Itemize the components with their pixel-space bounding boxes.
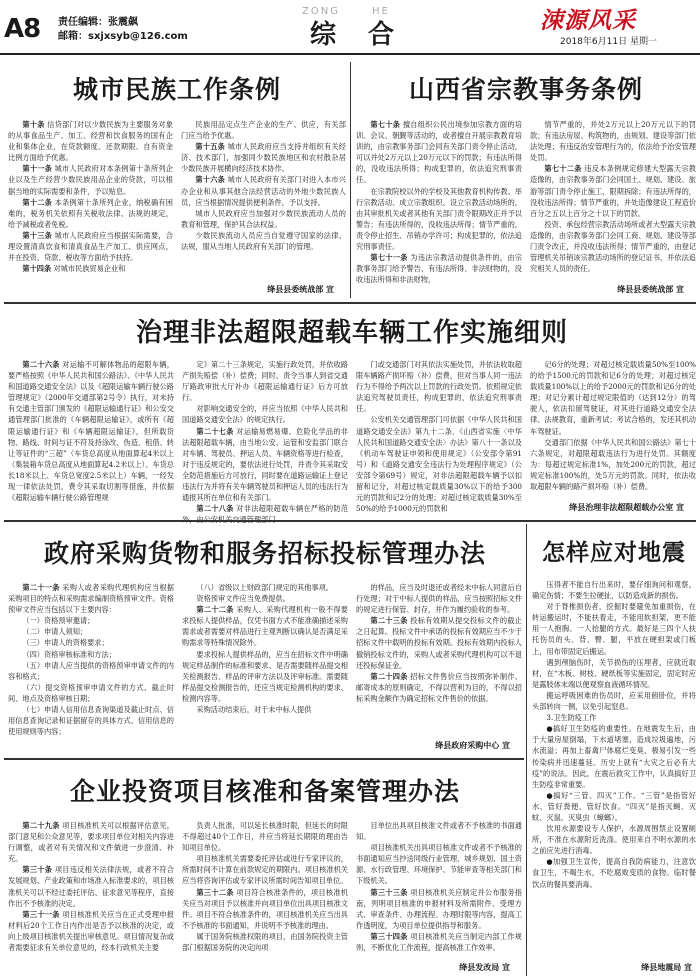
- section-pinyin-right: HE: [372, 6, 390, 17]
- paragraph: 第二十九条 项目核准机关可以根据评估意见，部门意见和公众意见等，要求项目单位对相关内容进行调整，或者对有关情况和文件做进一步澄清、补充。: [8, 821, 174, 864]
- page-number: A8: [4, 14, 41, 44]
- paragraph: 的样品，应当及时退还或者经未中标人同意后自行处理；对于中标人提供的样品，应当按照招标文件的规定进行保管、封存，并作为履约验收的参考。: [356, 583, 522, 615]
- paragraph: 要求投标人提供样品的，应当在招标文件中明确规定样品制作的标准和要求、是否需要随样品提交相关检测报告、样品的评审方法以及评审标准。需要随样品提交检测报告的，还应当规定检测机构的要求、检测内容等。: [182, 649, 348, 703]
- paragraph: 交通部门依据《中华人民共和国公路法》第七十六条规定，对超限超载违法行为进行处罚。其额度为：每超过规定标准1%，加处200元的罚款，超过规定标准100%的，处5万元的罚款。同时，依法收取超限车辆的路产损坏赔（补）偿费。: [530, 437, 696, 492]
- article-headline: 企业投资项目核准和备案管理办法: [69, 777, 460, 806]
- paragraph: 少数民族流动人员应当自觉遵守国家的法律、法规，服从当地人民政府有关部门的管理。: [181, 230, 346, 252]
- paragraph: ●搞好卫生防疫的重要性。在地震发生后，由于大量房屋倒塌，下水道堵塞，造成垃圾遍地，污水流溢；再加上畜禽尸体腐烂变臭，极易引发一些传染病并迅速蔓延。历史上就有“大灾之后必有大疫”的说法。因此，在震后救灾工作中，认真搞好卫生防疫非常重要。: [532, 724, 696, 789]
- article-headline: 城市民族工作条例: [72, 75, 281, 104]
- paragraph: 民族用品定点生产企业的生产、供应，有关部门应当给予优惠。: [181, 120, 346, 141]
- paragraph: 定》第二十三条规定，实施行政处罚，并依收路产损失赔偿（补）偿费；同时，责令当事人到省交通厅路政审批大厅补办《超限运输通行证》后方可放行。: [182, 360, 348, 403]
- article-column: [356, 820, 522, 980]
- article-column: [182, 359, 348, 525]
- article-column: [530, 119, 696, 301]
- paragraph: 第三十一条 项目核准机关应当在正式受理申报材料后20个工作日内作出是否予以核准的决定，或向上级项目核准机关提出审核意见。项目情况复杂或者需要征求有关单位意见的，经本行政机关主要: [8, 909, 174, 953]
- paragraph: 第七十二条 违反本条例规定修建大型露天宗教造像的，由宗教事务部门会同国土、规划、建设、旅游等部门责令停止施工，限期拆除；有违法所得的，没收违法所得；情节严重的，并处造像建设工程造价百分之五以上百分之十以下的罚款。: [530, 164, 696, 218]
- paragraph: 第七十条 擅自组织公民出境参加宗教方面的培训、会议、朝觐等活动的，或者擅自开展宗教教育培训的，由宗教事务部门会同有关部门责令停止活动，可以并处2万元以上20万元以下的罚款；有违法所得的，没收违法所得；构成犯罪的，依法追究刑事责任。: [356, 120, 522, 185]
- article-source: 绛县地震局 宣: [641, 963, 692, 972]
- paragraph: 饮用水源要设专人保护，水源周围禁止设置厕所，不准在水源附近洗涤。使用来自不明水源的水之前应先进行消毒。: [532, 824, 696, 856]
- article-column: [356, 119, 522, 301]
- paragraph: 第十六条 城市人民政府有关部门对进入本市兴办企业和从事其他合法经营活动的外地少数民族人员，应当根据情况提供便利条件，予以支持。: [181, 175, 346, 207]
- paragraph: 属于国务院核准权限的项目，由国务院投资主管部门根据国务院的决定向项: [182, 931, 348, 953]
- paragraph: 第二十七条 对运输易燃易爆、危险化学品的非法超限超载车辆，由当地公安、运管和安监部门联合对车辆、驾驶员、押运人员、车辆资格等进行检查，对于违反规定的，要依法进行处罚，并责令其采取安全防范措施后方可放行，同时要在道路运输证上登记违法行为并将有关车辆驾驶员和押运人员的违法行为通报其所在单位和有关部门。: [182, 426, 348, 503]
- paragraph: 公安机关交通管理部门可依据《中华人民共和国道路交通安全法》第九十二条、《山西省实施〈中华人民共和国道路交通安全法〉办法》第八十一条以及《机动车驾驶证申领和使用规定》（公安部令第91号）和《道路交通安全违法行为处理程序规定》（公安部令第69号）规定，对非法超限超载车辆予以扣留和记分，对超过核定载质量30%以下的给予300元的罚款和记2分的处理；对超过核定载质量30%至50%的给予1000元的罚款和: [356, 415, 522, 514]
- paragraph: 资格预审文件应当免费提供。: [196, 594, 290, 604]
- article-urban-ethnic-regulation: [8, 60, 346, 300]
- paragraph: 在宗教院校以外的学校及其他教育机构传教、举行宗教活动、成立宗教组织、设立宗教活动场所的，由其审批机关或者其他有关部门责令限期改正并予以警告；有违法所得的，没收违法所得；情节严重的，责令停止招生、吊销办学许可；构成犯罪的，依法追究刑事责任。: [356, 186, 522, 252]
- paragraph: 第十条 信贷部门对以少数民族为主要服务对象的从事食品生产、加工、经营和饮食服务的国有企业和集体企业，在贷款额度、还款期限、自有资金比例方面给予优惠。: [8, 120, 173, 163]
- paragraph: 第三十三条 项目核准机关应制定并公布服务指南，列明项目核准的申报材料及所需附件、受理方式、审查条件、办理流程、办理时限等内容，提高工作透明度，为项目单位提供指导和服务。: [356, 887, 522, 930]
- article-column: [182, 820, 348, 980]
- paragraph: 第二十一条 采购人或者采购代理机构应当根据采购项目的特点和采购需求编制资格预审文件。资格预审文件应当包括以下主要内容：: [8, 583, 174, 615]
- paragraph: ●加强卫生宣传，提高自我防病能力，注意饮食卫生，不喝生水，不吃腐败变质的食物。临时餐饮点的餐具要消毒。: [532, 857, 696, 889]
- paragraph: 项目核准机关出具项目核准文件或者不予核准的书面通知应当抄送同级行业管理、城乡规划、国土资源、水行政管理、环境保护、节能审查等相关部门和下级机关。: [356, 843, 522, 886]
- paragraph: 记6分的处理；对超过核定载质量50%至100%的给予1500元的罚款和记6分的处理；对超过核定载质量100%以上的给予2000元的罚款和记6分的处理；对记分累计超过规定限值的（达到12分）的驾驶人，依法扣留驾驶证，对其进行道路交通安全法律、法规教育，重新考试；考试合格的，发还其机动车驾驶证。: [530, 360, 696, 436]
- paragraph: （五）申请人应当提供的资格预审申请文件的内容和格式；: [8, 660, 174, 681]
- paragraph: （一）资格预审邀请；: [22, 616, 95, 626]
- article-column: [356, 582, 522, 752]
- paragraph: 第三十二条 项目符合核准条件的，项目核准机关应当对项目予以核准并向项目单位出具项目核准文件。项目不符合核准条件的，项目核准机关应当出具不予核准的书面通知，并说明不予核准的理由。: [182, 887, 348, 930]
- article-headline: 怎样应对地震: [542, 540, 686, 566]
- article-column: [8, 582, 174, 752]
- paragraph: 第十四条 对城市民族贸易企业和: [22, 264, 126, 274]
- article-source: 绛县县委统战部 宣: [617, 285, 684, 294]
- article-headline: 政府采购货物和服务招标投标管理办法: [43, 539, 486, 568]
- paragraph: 第二十三条 投标有效期从提交投标文件的截止之日起算。投标文件中承诺的投标有效期应当不少于招标文件中载明的投标有效期。投标有效期内投标人撤销投标文件的，采购人或者采购代理机构可以不退还投标保证金。: [356, 616, 522, 670]
- article-column: [356, 359, 522, 525]
- paragraph: 第三十四条 项目核准机关应当制定内部工作规则，不断优化工作流程，提高核准工作效率。: [356, 931, 522, 953]
- section-title-left: 综: [310, 20, 337, 50]
- paragraph: 第十一条 城市人民政府对本条例第十条所列企业以及生产经营少数民族用品企业的贷款，可以根据当地的实际需要和条件，予以贴息。: [8, 164, 173, 196]
- paragraph: 城市人民政府应当加强对少数民族流动人员的教育和管理，保护其合法权益。: [181, 208, 346, 229]
- masthead-rule: [0, 53, 700, 55]
- paragraph: （六）提交资格预审申请文件的方式、截止时间、地点及资格审核日期；: [8, 682, 174, 703]
- paragraph: 第二十八条 对非法超限超载车辆在严格的防范: [196, 504, 348, 514]
- paragraph: 第七十一条 为违法宗教活动提供条件的，由宗教事务部门给予警告，有违法所得、非法财物的，没收违法所得和非法财物，: [356, 253, 522, 285]
- article-column: [181, 119, 346, 301]
- issue-date: 2018年6月11日 星期一: [560, 37, 657, 47]
- article-enterprise-investment: [8, 762, 522, 978]
- paragraph: ●搞好“三管、四灭”工作。“三管”是指管好水、管好粪便、管好饮食。“四灭”是指灭蝇、灭蚊、灭鼠、灭臭虫（蟑螂）。: [532, 790, 696, 822]
- paragraph: 情节严重的，并处2万元以上20万元以下的罚款；有违法房屋、构筑物的，由规划、建设等部门依法处理；有违反治安管理行为的，依法给予治安管理处罚。: [530, 120, 696, 163]
- paragraph: 第二十六条 对运输不可解体物品的超限车辆，要严格按照《中华人民共和国公路法》、《中华人民共和国道路交通安全法》以及《超限运输车辆行驶公路管理规定》（2000年交通部第2号令）执行，对未持有交通主管部门颁发的《超限运输通行证》和公安交通管理部门批准的《车辆超限运输证》，或所有《超限运输通行证》和《车辆超限运输证》，但所载货物、路线、时间与证不符及持涂改、伪造、租借、转让等证件的“三超”（车货总高度从地面算起4米以上（集装箱车货总高度从地面算起4.2米以上）、车货总长18米以上、车货总宽度2.5米以上）车辆，一经发现一律依法处罚，费令其采取切割等措施，并依据《超限运输车辆行驶公路管理规: [8, 360, 174, 503]
- paragraph: 门或交通部门对其依法实施处罚，并依法收取超限车辆路产损坏赔（补）偿费，但对当事人同一违法行为不得给予两次以上罚款的行政处罚。依照规定依法追究驾驶员责任，构成犯罪的，依法追究刑事责任。: [356, 360, 522, 414]
- paragraph: 压得者不能自行出来时，要仔细询问和观察，确定伤情；不要生拉硬扯，以防造成新的损伤。: [532, 580, 696, 601]
- paragraph: 对影响交通安全的，并应当依照《中华人民共和国道路交通安全法》的规定执行。: [182, 404, 348, 425]
- article-earthquake-response: [532, 524, 696, 978]
- newspaper-logo: 涑源风采: [540, 7, 636, 34]
- paragraph: 投资、承包经营宗教活动场所或者大型露天宗教造像的，由宗教事务部门会同工商、规划、建设等部门责令改正，并没收违法所得；情节严重的，由登记管理机关吊销该宗教活动场所的登记证书，并依法追究相关人员的责任。: [530, 219, 696, 274]
- editor-info: [58, 16, 188, 44]
- article-headline: 山西省宗教事务条例: [408, 75, 643, 104]
- paragraph: （三）申请人的资格要求；: [22, 638, 109, 648]
- article-government-procurement: [8, 524, 522, 756]
- article-headline: 治理非法超限超载车辆工作实施细则: [135, 318, 568, 348]
- section-rule: [4, 520, 696, 522]
- paragraph: （七）申请人信用信息查询渠道及截止时点、信用信息查询记录和证据留存的具体方式、信用信息的使用规则等内容；: [8, 705, 174, 737]
- section-rule: [4, 758, 524, 760]
- paragraph: 第十二条 本条例第十条所列企业，纳税确有困难的，税务机关依照有关税收法律、法规的规定，给予减税或者免税。: [8, 197, 173, 229]
- section-title-right: 合: [368, 20, 395, 50]
- editor-email: 邮箱：sxjxsyb@126.com: [58, 31, 188, 42]
- paragraph: 项目核准机关需要委托评估或进行专家评议的，所需时间不计算在前款规定的期限内。项目核准机关应当将咨询评估或专家评议所需时间告知项目单位。: [182, 854, 348, 886]
- article-source: 绛县县委统战部 宣: [267, 285, 334, 294]
- masthead: [0, 0, 700, 56]
- paragraph: （二）申请人须知；: [22, 627, 88, 637]
- paragraph: 3.卫生防疫工作: [546, 713, 597, 723]
- paragraph: 对于脊椎损伤者，挖掘时要避免加重损伤，在转运搬运时，不能扶着走，不能用软担架，更不能用一人抱胸、一人抬腿的方式。最好是三四个人扶托伤员的头、背、臀、腿，平放在硬担架或门板上，用布带固定后搬运。: [532, 602, 696, 656]
- article-shanxi-religion-regulation: [356, 60, 696, 300]
- column-divider: [350, 62, 351, 298]
- paragraph: 采购活动结束后，对于未中标人提供: [196, 705, 312, 715]
- paragraph: 第十五条 城市人民政府应当支持并组织有关经济、技术部门，加强同少数民族地区和农村散杂居少数民族开展横向经济技术协作。: [181, 142, 346, 174]
- paragraph: 搬运呼吸困难的伤员时，应采用俯卧位，并将头部转向一侧，以免引起窒息。: [532, 690, 696, 712]
- section-pinyin-left: ZONG: [302, 6, 340, 17]
- paragraph: （四）资格审核标准和方法；: [22, 649, 116, 659]
- article-column: [8, 359, 174, 525]
- article-source: 绛县治理非法超限超载办公室 宣: [569, 503, 684, 512]
- column-divider: [526, 524, 527, 976]
- article-column: [8, 820, 174, 980]
- paragraph: 第三十条 项目违反相关法律法规，或者不符合发展规划、产业政策和市场准入标准要求的，项目核准机关可以不经过委托评估、征求意见等程序，直接作出不予核准的决定。: [8, 865, 174, 908]
- paragraph: 第十三条 城市人民政府应当根据实际需要，合理设置清真饮食和清真食品生产加工、供应网点，并在投资、贷款、税收等方面给予扶持。: [8, 230, 173, 263]
- article-column: [530, 359, 696, 525]
- article-overload-vehicle-rules: [8, 306, 696, 518]
- paragraph: 第二十二条 采购人、采购代理机构一般不得要求投标人提供样品，仅凭书面方式不能准确描述采购需求或者需要对样品进行主观判断以确认是否满足采购需求等特殊情况除外。: [182, 605, 348, 648]
- article-source: 绛县发改局 宣: [459, 963, 510, 972]
- section-rule: [4, 302, 696, 304]
- editor-name: 责任编辑：张震飙: [58, 17, 138, 28]
- article-column: [8, 119, 173, 301]
- article-column: [532, 579, 696, 973]
- paragraph: 目单位出具项目核准文件或者不予核准的书面通知。: [356, 821, 522, 842]
- article-source: 绛县政府采购中心 宣: [435, 741, 510, 750]
- paragraph: 遇到颅脑伤时，关节损伤的压埋者，应就近取材，在“木板、树枝、硬纸板等实施固定，固定时应是露肢体末端以便观察血液循环情况。: [532, 657, 696, 689]
- paragraph: （八）省级以上财政部门规定的其他事项。: [196, 583, 333, 592]
- paragraph: 负责人批准，可以延长核准时限，但延长的时限不得超过40个工作日，并应当将延长期限的理由告知项目单位。: [182, 821, 348, 853]
- paragraph: 第二十四条 招标文件售价应当按照弥补制作、邮寄成本的原则确定，不得以营利为目的，不得以招标采购金额作为确定招标文件售价的依据。: [356, 671, 522, 703]
- article-column: [182, 582, 348, 752]
